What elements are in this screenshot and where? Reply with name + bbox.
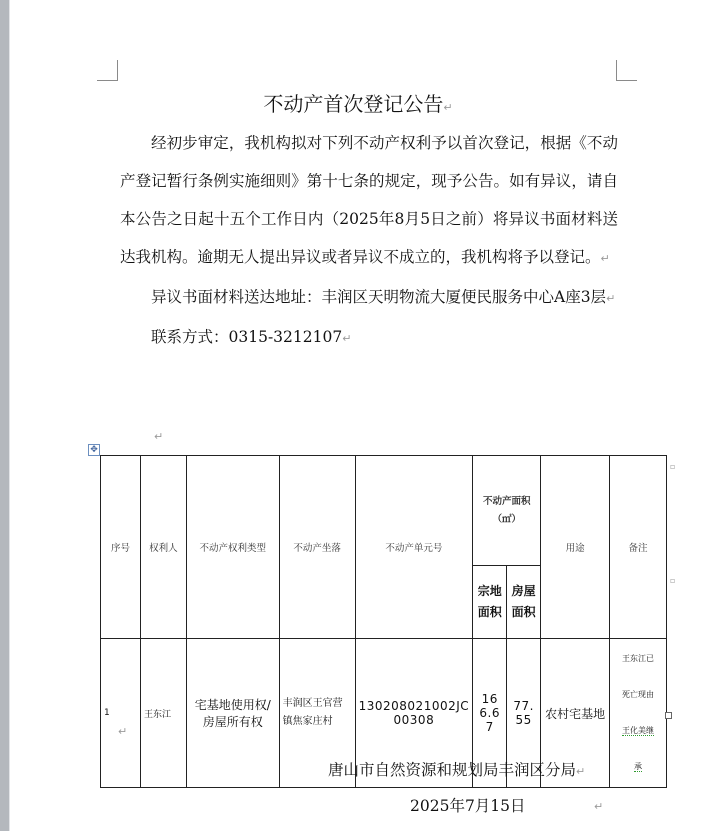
header-usage: 用途 [541, 456, 610, 639]
paragraph-mark: ↵ [118, 725, 128, 738]
paragraph-mark: ↵ [594, 800, 604, 813]
cell-land-area: 166.67 [473, 639, 507, 788]
paragraph-address[interactable] [120, 278, 618, 318]
paragraph-mark: ↵ [154, 430, 164, 443]
header-seq: 序号 [101, 456, 141, 639]
document-title[interactable] [0, 88, 716, 117]
table-resize-handle[interactable] [665, 712, 672, 719]
table-move-handle-icon[interactable]: ✥ [88, 444, 100, 456]
header-holder: 权利人 [140, 456, 186, 639]
remark-line-text: 承 [634, 762, 643, 771]
cell-usage: 农村宅基地 [541, 639, 610, 788]
cell-unit-no: 130208021002JC00308 [355, 639, 473, 788]
header-area-group: 不动产面积（㎡） [473, 456, 541, 566]
cell-remark [610, 639, 667, 788]
crop-mark-top-left [97, 60, 118, 81]
header-land-area: 宗地面积 [473, 566, 507, 639]
paragraph-contact-text: 联系方式：0315-3212107 [151, 328, 343, 346]
paragraph-contact[interactable] [120, 318, 618, 358]
document-body[interactable] [120, 124, 618, 358]
cell-right-type: 宅基地使用权/房屋所有权 [186, 639, 279, 788]
table-header-row [101, 456, 667, 566]
remark-line [613, 749, 663, 785]
row-end-mark: ▫ [670, 576, 676, 585]
header-unit-no: 不动产单元号 [355, 456, 473, 639]
paragraph-intro-text: 经初步审定，我机构拟对下列不动产权利予以首次登记，根据《不动产登记暂行条例实施细则》第十七条的规定，现予公告。如有异议，请自本公告之日起十五个工作日内（2025年8月5日之前）将异议书面材料送达我机构。逾期无人提出异议或者异议不成立的，我机构将予以登记。 [120, 134, 618, 266]
header-house-area: 房屋面积 [507, 566, 541, 639]
signature-text: 唐山市自然资源和规划局丰润区分局 [328, 761, 577, 779]
signature-line[interactable] [328, 758, 585, 780]
date-text: 2025年7月15日 [410, 797, 526, 815]
paragraph-mark: ↵ [443, 101, 453, 114]
paragraph-mark: ↵ [576, 765, 586, 778]
remark-line: 王东江已 [622, 654, 655, 663]
header-location: 不动产坐落 [279, 456, 355, 639]
cell-holder: 王东江 [140, 639, 186, 788]
paragraph-address-text: 异议书面材料送达地址：丰润区天明物流大厦便民服务中心A座3层 [151, 288, 607, 306]
paragraph-mark: ↵ [606, 292, 616, 305]
date-line[interactable] [410, 794, 526, 816]
paragraph-mark: ↵ [342, 332, 352, 345]
crop-mark-top-right [616, 60, 637, 81]
cell-seq: 1 [101, 639, 141, 788]
window-edge-line [9, 0, 10, 831]
header-remark: 备注 [610, 456, 667, 639]
paragraph-intro[interactable] [120, 124, 618, 278]
cell-location: 丰润区王官营镇焦家庄村 [279, 639, 355, 788]
header-right-type: 不动产权利类型 [186, 456, 279, 639]
title-text: 不动产首次登记公告 [263, 92, 444, 116]
window-edge [0, 0, 9, 831]
cell-house-area: 77.55 [507, 639, 541, 788]
remark-line [613, 713, 663, 749]
paragraph-mark: ↵ [600, 252, 610, 265]
notice-table[interactable] [100, 455, 667, 788]
row-end-mark: ▫ [670, 462, 676, 471]
remark-line: 死亡现由 [622, 690, 655, 699]
remark-line-text: 王化美继 [622, 726, 655, 735]
